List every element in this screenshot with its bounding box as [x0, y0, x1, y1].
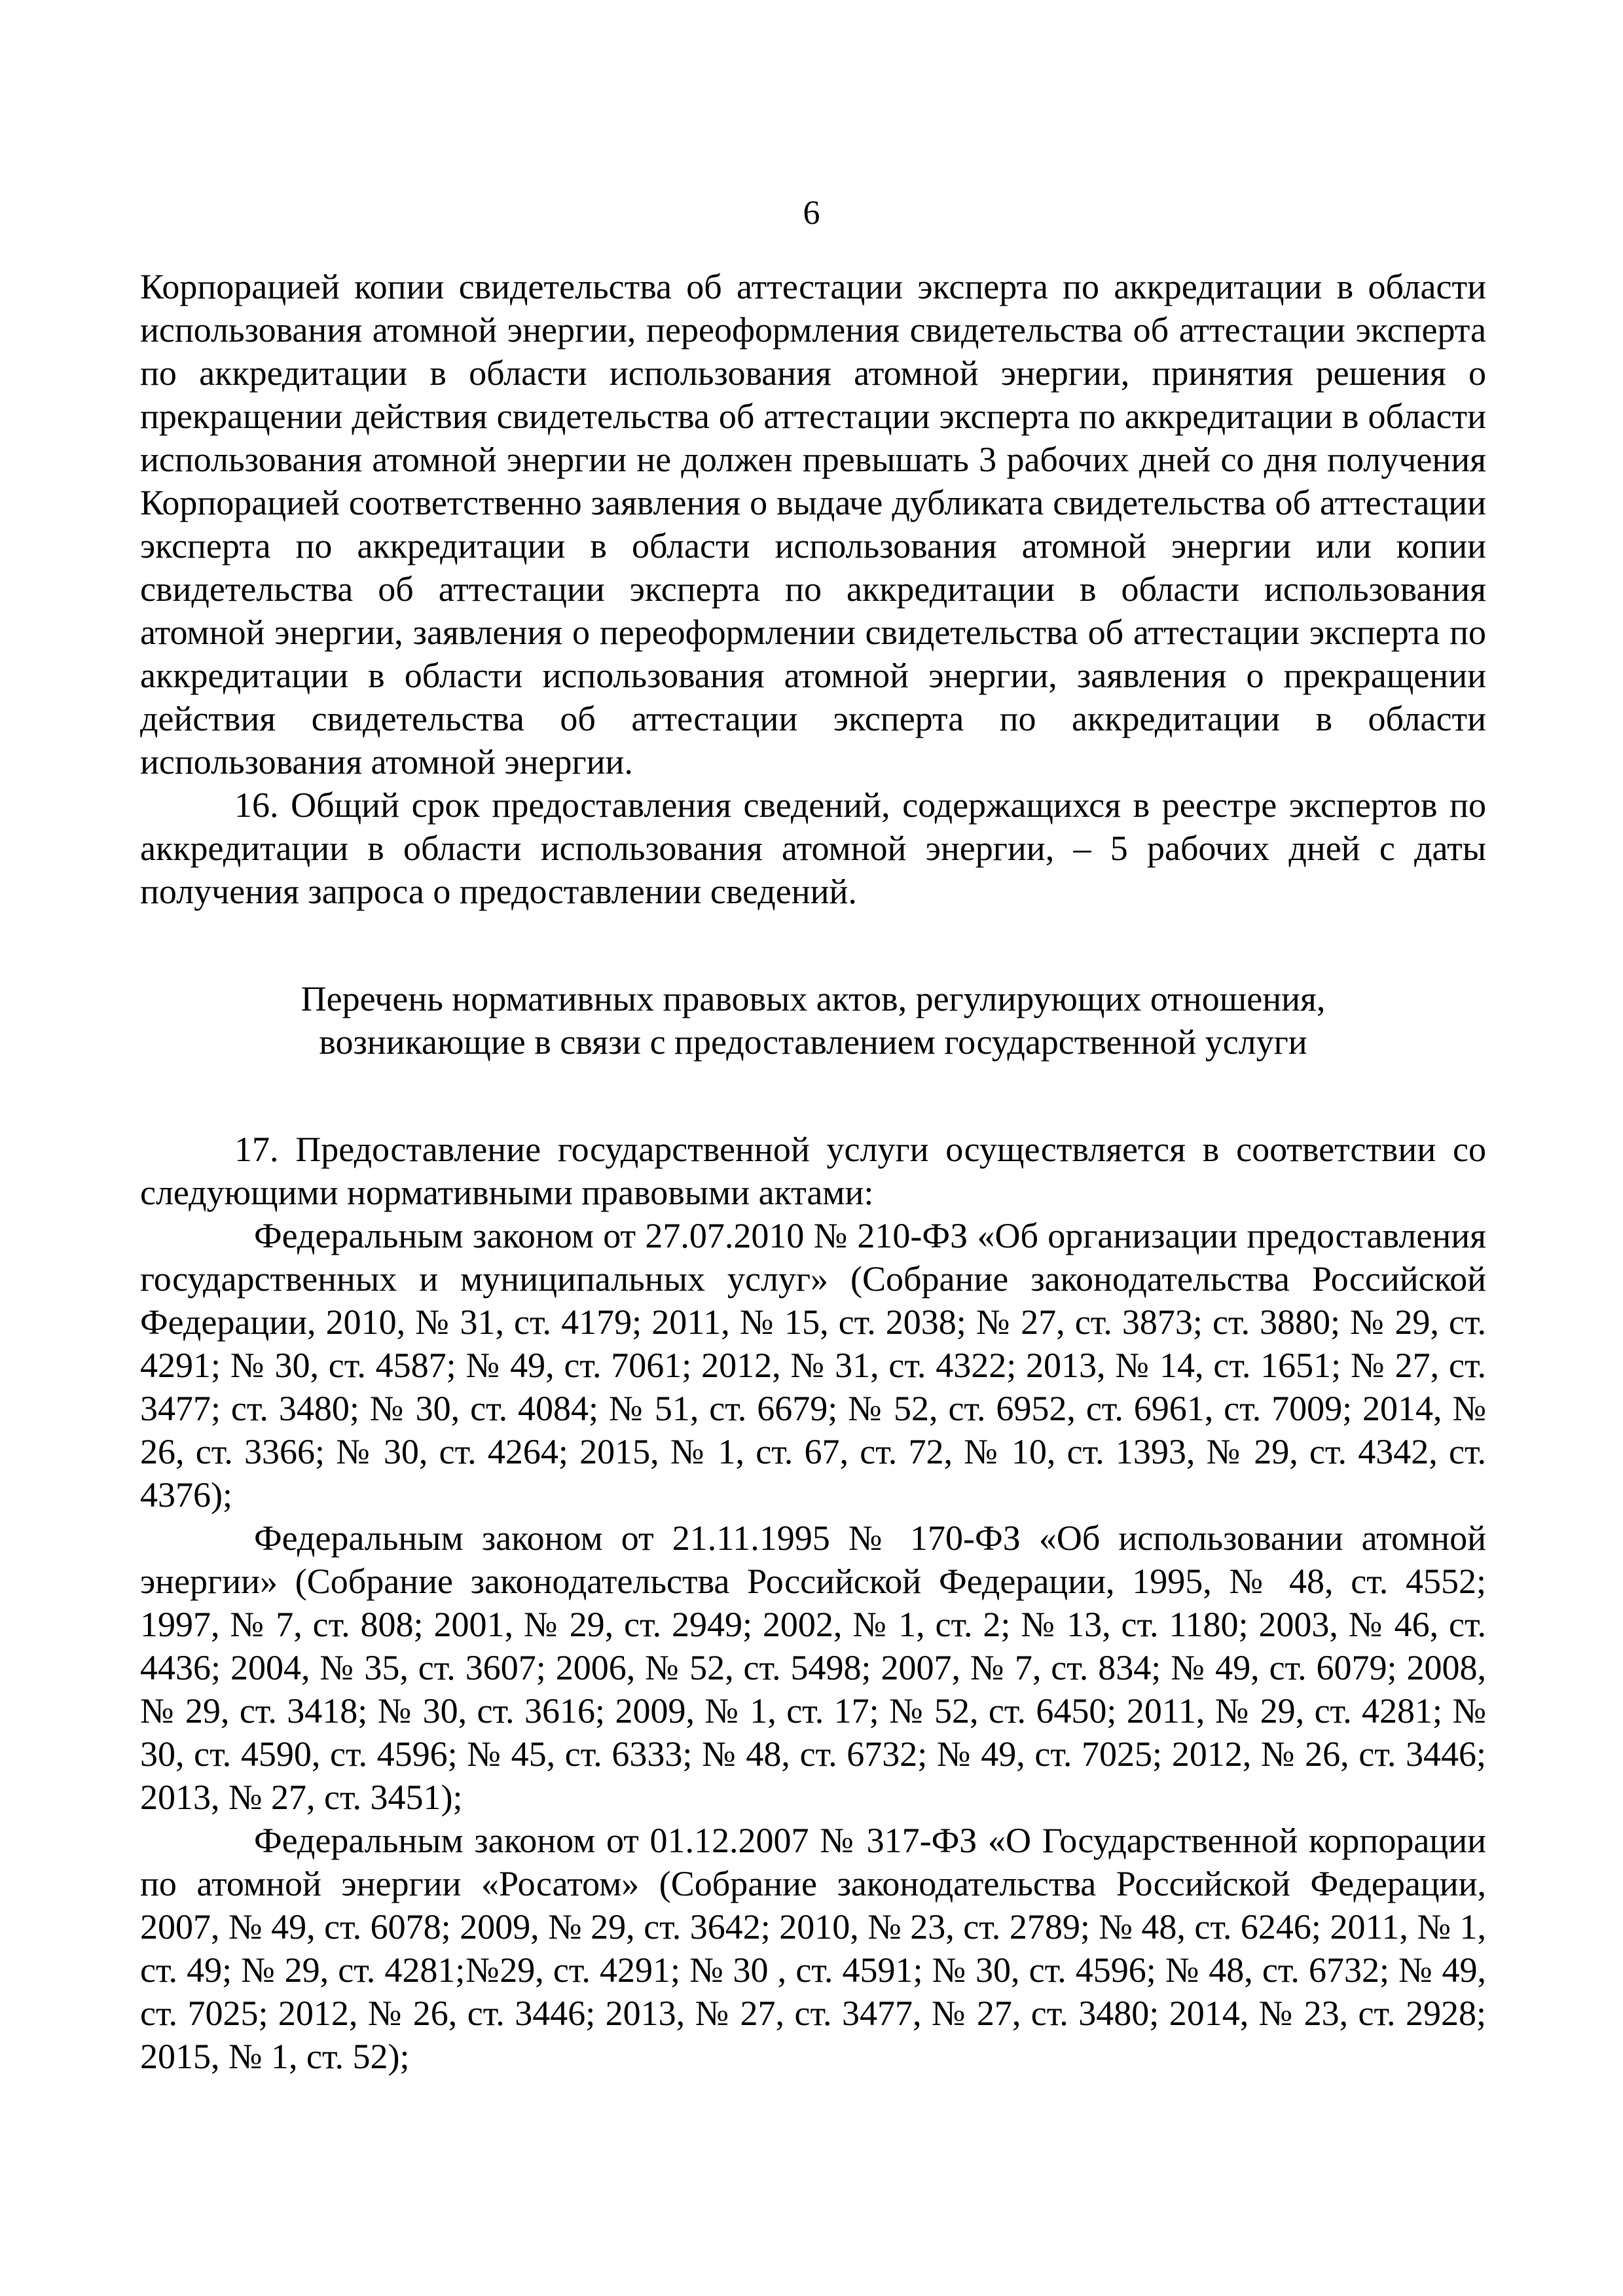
section-heading [140, 977, 1486, 1064]
section-heading-line-2: возникающие в связи с предоставлением государственной услуги [319, 1022, 1307, 1062]
paragraph-16: 16. Общий срок предоставления сведений, содержащихся в реестре экспертов по аккредитации в области использования атомной энергии, – 5 рабочих дней с даты получения запроса о предоставлении сведений. [140, 785, 1486, 911]
paragraph-17: 17. Предоставление государственной услуги осуществляется в соответствии со следующими нормативными правовыми актами: [140, 1130, 1486, 1212]
document-body [140, 265, 1486, 2078]
law-item-170-fz: Федеральным законом от 21.11.1995 № 170-ФЗ «Об использовании атомной энергии» (Собрание законодательства Российской Федерации, 1995, № 48, ст. 4552; 1997, № 7, ст. 808; 2001, № 29, ст. 2949; 2002, № 1, ст. 2; № 13, ст. 1180; 2003, № 46, ст. 4436; 2004, № 35, ст. 3607; 2006, № 52, ст. 5498; 2007, № 7, ст. 834; № 49, ст. 6079; 2008, № 29, ст. 3418; № 30, ст. 3616; 2009, № 1, ст. 17; № 52, ст. 6450; 2011, № 29, ст. 4281; № 30, ст. 4590, ст. 4596; № 45, ст. 6333; № 48, ст. 6732; № 49, ст. 7025; 2012, № 26, ст. 3446; 2013, № 27, ст. 3451); [140, 1518, 1486, 1817]
law-item-317-fz: Федеральным законом от 01.12.2007 № 317-ФЗ «О Государственной корпорации по атомной энергии «Росатом» (Собрание законодательства Российской Федерации, 2007, № 49, ст. 6078; 2009, № 29, ст. 3642; 2010, № 23, ст. 2789; № 48, ст. 6246; 2011, № 1, ст. 49; № 29, ст. 4281;№29, ст. 4291; № 30 , ст. 4591; № 30, ст. 4596; № 48, ст. 6732; № 49, ст. 7025; 2012, № 26, ст. 3446; 2013, № 27, ст. 3477, № 27, ст. 3480; 2014, № 23, ст. 2928; 2015, № 1, ст. 52); [140, 1821, 1486, 2076]
page-number: 6 [803, 194, 820, 232]
law-item-210-fz: Федеральным законом от 27.07.2010 № 210-ФЗ «Об организации предоставления государственных и муниципальных услуг» (Собрание законодательства Российской Федерации, 2010, № 31, ст. 4179; 2011, № 15, ст. 2038; № 27, ст. 3873; ст. 3880; № 29, ст. 4291; № 30, ст. 4587; № 49, ст. 7061; 2012, № 31, ст. 4322; 2013, № 14, ст. 1651; № 27, ст. 3477; ст. 3480; № 30, ст. 4084; № 51, ст. 6679; № 52, ст. 6952, ст. 6961, ст. 7009; 2014, № 26, ст. 3366; № 30, ст. 4264; 2015, № 1, ст. 67, ст. 72, № 10, ст. 1393, № 29, ст. 4342, ст. 4376); [140, 1216, 1486, 1515]
section-heading-line-1: Перечень нормативных правовых актов, регулирующих отношения, [301, 979, 1326, 1018]
continuation-paragraph: Корпорацией копии свидетельства об аттестации эксперта по аккредитации в области использования атомной энергии, переоформления свидетельства об аттестации эксперта по аккредитации в области использования атомной энергии, принятия решения о прекращении действия свидетельства об аттестации эксперта по аккредитации в области использования атомной энергии не должен превышать 3 рабочих дней со дня получения Корпорацией соответственно заявления о выдаче дубликата свидетельства об аттестации эксперта по аккредитации в области использования атомной энергии или копии свидетельства об аттестации эксперта по аккредитации в области использования атомной энергии, заявления о переоформлении свидетельства об аттестации эксперта по аккредитации в области использования атомной энергии, заявления о прекращении действия свидетельства об аттестации эксперта по аккредитации в области использования атомной энергии. [140, 267, 1486, 781]
